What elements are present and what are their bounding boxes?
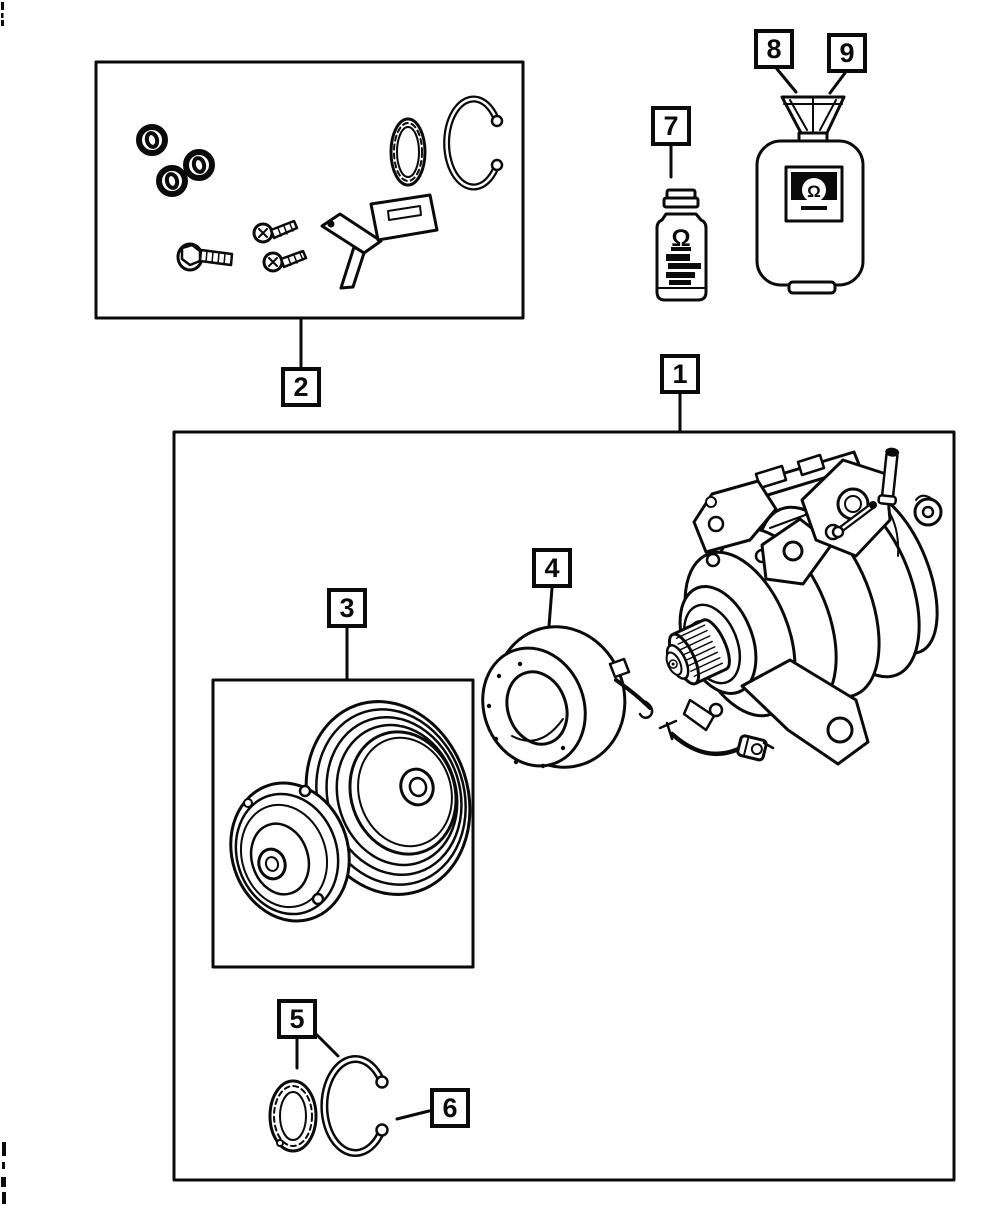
mopar-logo-icon: Ω — [671, 225, 691, 252]
callout-4: 4 — [532, 548, 572, 588]
refrigerant-canister-illustration — [757, 97, 863, 293]
snap-ring-illustration — [324, 1059, 387, 1153]
callout-6: 6 — [430, 1088, 470, 1128]
callout-8: 8 — [754, 29, 794, 69]
field-coil-illustration — [466, 608, 644, 785]
mopar-logo-icon: Ω — [807, 182, 821, 201]
grommet-icon — [186, 152, 212, 178]
mounting-bracket-icon — [322, 195, 437, 288]
callout-2: 2 — [281, 367, 321, 407]
registration-marks-icon — [1, 2, 6, 1204]
shim-washer-illustration — [270, 1081, 316, 1151]
snap-ring-icon — [447, 99, 502, 187]
gasket-washer-icon — [391, 119, 425, 185]
callout-7: 7 — [651, 106, 691, 146]
callout-9: 9 — [827, 33, 867, 73]
screw-icon — [254, 221, 297, 242]
grommet-icon — [159, 168, 185, 194]
callout-5: 5 — [277, 999, 317, 1039]
bolt-icon — [178, 244, 232, 270]
callout-3: 3 — [327, 588, 367, 628]
callout-1: 1 — [660, 354, 700, 394]
grommet-icon — [139, 127, 165, 153]
screw-icon — [264, 251, 306, 271]
oil-bottle-illustration — [657, 190, 706, 300]
compressor-illustration — [657, 447, 957, 764]
